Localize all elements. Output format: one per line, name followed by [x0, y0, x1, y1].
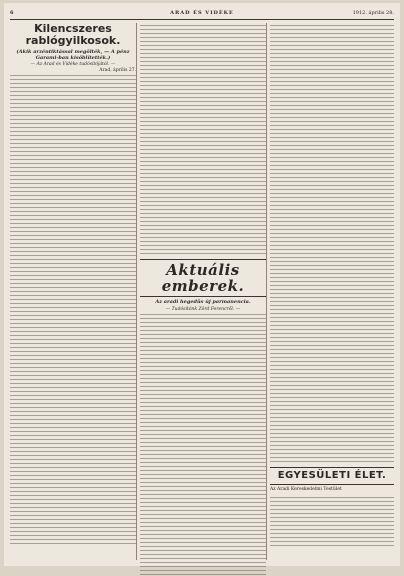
article-title: Kilencszeres rablógyilkosok.	[25, 22, 121, 47]
column-3	[270, 23, 394, 549]
column-1	[10, 23, 136, 545]
section-rule	[270, 484, 394, 485]
newspaper-page	[4, 3, 400, 566]
section-title: Aktuális emberek.	[161, 261, 245, 295]
column-divider	[136, 23, 137, 560]
section-byline: — Tudósítónk Zörd Ferencről. —	[165, 307, 241, 312]
page-header	[10, 7, 394, 20]
article-body-continued	[140, 25, 266, 257]
section-subtitle: Az aradi hegedűs új parmanencia.	[155, 299, 251, 305]
article-byline: — Az Arad és Vidéke tudósítójától. —	[30, 62, 116, 67]
section-body	[270, 497, 394, 549]
section-body	[140, 314, 266, 576]
column-2	[140, 23, 266, 576]
section-title: EGYESÜLETI ÉLET.	[277, 470, 387, 481]
article-subtitle: (Akik arzéntiktással megölték, — A pénz Garami-ban kisöblítették.)	[16, 49, 130, 61]
article-dateline: Arad, április 27.	[99, 68, 136, 73]
section-lead: Az Aradi Kereskedelmi Testület	[270, 487, 342, 492]
newspaper-title: ARAD ÉS VIDÉKE	[170, 10, 234, 16]
column-divider	[266, 23, 267, 560]
section-rule	[140, 259, 266, 260]
page-number: 6	[10, 10, 14, 16]
section-rule	[270, 467, 394, 468]
section-body-continued	[270, 25, 394, 465]
section-rule	[140, 296, 266, 297]
article-body	[10, 75, 136, 545]
issue-date: 1912. április 28.	[352, 10, 394, 16]
